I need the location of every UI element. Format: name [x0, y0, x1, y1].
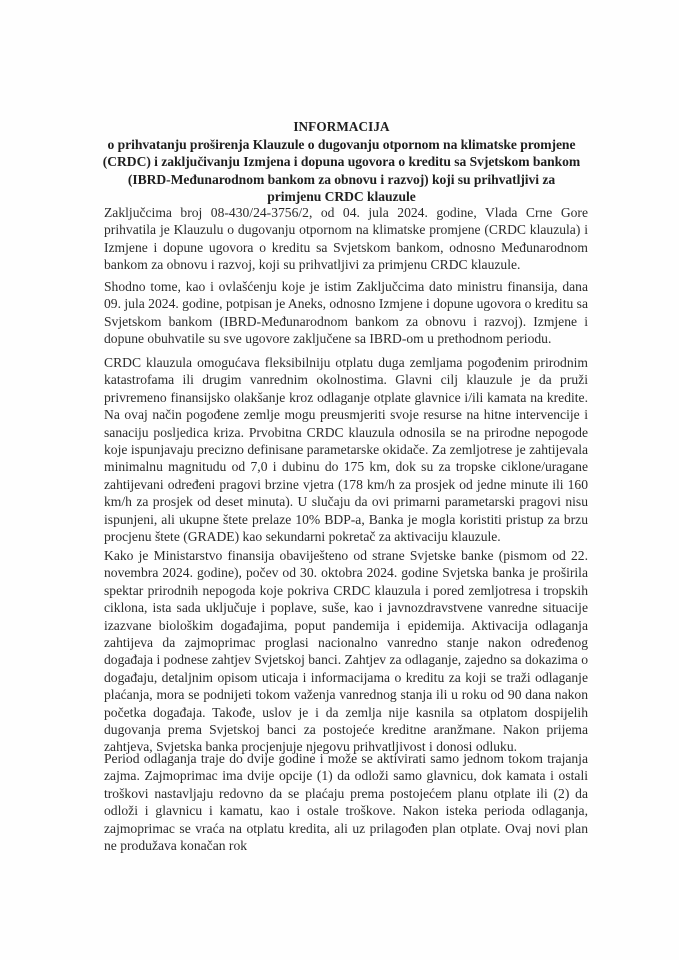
paragraph-text: Zaključcima broj 08-430/24-3756/2, od 04. jula 2024. godine, Vlada Crne Gore prihvatila je Klauzulu o dugovanju otpornom na klimatske promjene (CRDC klauzula) i Izmjene i dopune ugovora o kreditu sa Svjetskom bankom, odnosno Međunarodnom bankom za obnovu i razvoj, koji su prihvatljivi za primjenu CRDC klauzule. — [104, 205, 588, 273]
document-subheading: o prihvatanju proširenja Klauzule o dugovanju otpornom na klimatske promjene (CRDC) i zaključivanju Izmjena i dopuna ugovora o kreditu sa Svjetskom bankom (IBRD-Međunarodnom bankom za obnovu i razvoj) koji su prihvatljivi za primjenu CRDC klauzule — [102, 136, 581, 205]
paragraph-annex-signed — [104, 278, 588, 348]
paragraph-text: CRDC klauzula omogućava fleksibilniju otplatu duga zemljama pogođenim prirodnim katastrofama ili drugim vanrednim okolnostima. Glavni cilj klauzule je da pruži privremeno finansijsko olakšanje kroz odlaganje otplate glavnice i/ili kamata na kredite. Na ovaj način pogođene zemlje mogu preusmjeriti svoje resurse na hitne intervencije i sanaciju posljedica kriza. Prvobitna CRDC klauzula odnosila se na prirodne nepogode koje ispunjavaju precizno definisane parametarske okidače. Za zemljotrese je zahtijevala minimalnu magnitudu od 7,0 i dubinu do 175 km, dok su za tropske ciklone/uragane zahtijevani određeni pragovi brzine vjetra (178 km/h za prosjek od jedne minute ili 160 km/h za prosjek od deset minuta). U slučaju da ovi primarni parametarski pragovi nisu ispunjeni, ali ukupne štete prelaze 10% BDP-a, Banka je mogla koristiti pristup za brzu procjenu štete (GRADE) kao sekundarni pokretač za aktivaciju klauzule. — [104, 355, 588, 545]
paragraph-crdc-expansion — [104, 547, 588, 756]
paragraph-text: Period odlaganja traje do dvije godine i može se aktivirati samo jednom tokom trajanja zajma. Zajmoprimac ima dvije opcije (1) da odloži samo glavnicu, dok kamata i ostali troškovi nastavljaju redovno da se plaćaju prema postojećem planu otplate ili (2) da odloži i glavnicu i kamatu, kao i ostale troškove. Nakon isteka perioda odlaganja, zajmoprimac se vraća na otplatu kredita, ali uz prilagođen plan otplate. Ovaj novi plan ne produžava konačan rok — [104, 751, 588, 854]
document-title-block — [100, 118, 583, 206]
paragraph-text: Kako je Ministarstvo finansija obaviješteno od strane Svjetske banke (pismom od 22. novembra 2024. godine), počev od 30. oktobra 2024. godine Svjetska banka je proširila spektar prirodnih nepogoda koje pokriva CRDC klauzula i pored zemljotresa i tropskih ciklona, ista sada uključuje i poplave, suše, kao i javnozdravstvene vanredne situacije izazvane biološkim događajima, poput pandemija i epidemija. Aktivacija odlaganja zahtijeva da zajmoprimac proglasi nacionalno vanredno stanje nakon određenog događaja i podnese zahtjev Svjetskoj banci. Zahtjev za odlaganje, zajedno sa dokazima o događaju, detaljnim opisom uticaja i informacijama o kreditu za koji se traži odlaganje plaćanja, mora se podnijeti tokom važenja vanrednog stanja ili u roku od 90 dana nakon početka događaja. Takođe, uslov je i da zemlja nije kasnila sa otplatom dospijelih dugovanja prema Svjetskoj banci za postojeće kreditne aranžmane. Nakon prijema zahtjeva, Svjetska banka procjenjuje njegovu prihvatljivost i donosi odluku. — [104, 548, 588, 755]
paragraph-conclusions — [104, 204, 588, 274]
document-heading: INFORMACIJA — [293, 119, 390, 134]
paragraph-deferral-period — [104, 750, 588, 854]
paragraph-crdc-description — [104, 354, 588, 545]
paragraph-text: Shodno tome, kao i ovlašćenju koje je istim Zaključcima dato ministru finansija, dana 09. jula 2024. godine, potpisan je Aneks, odnosno Izmjene i dopune ugovora o kreditu sa Svjetskom bankom (IBRD-Međunarodnom bankom za obnovu i razvoj). Izmjene i dopune obuhvatile su sve ugovore zaključene sa IBRD-om u prethodnom periodu. — [104, 279, 589, 347]
